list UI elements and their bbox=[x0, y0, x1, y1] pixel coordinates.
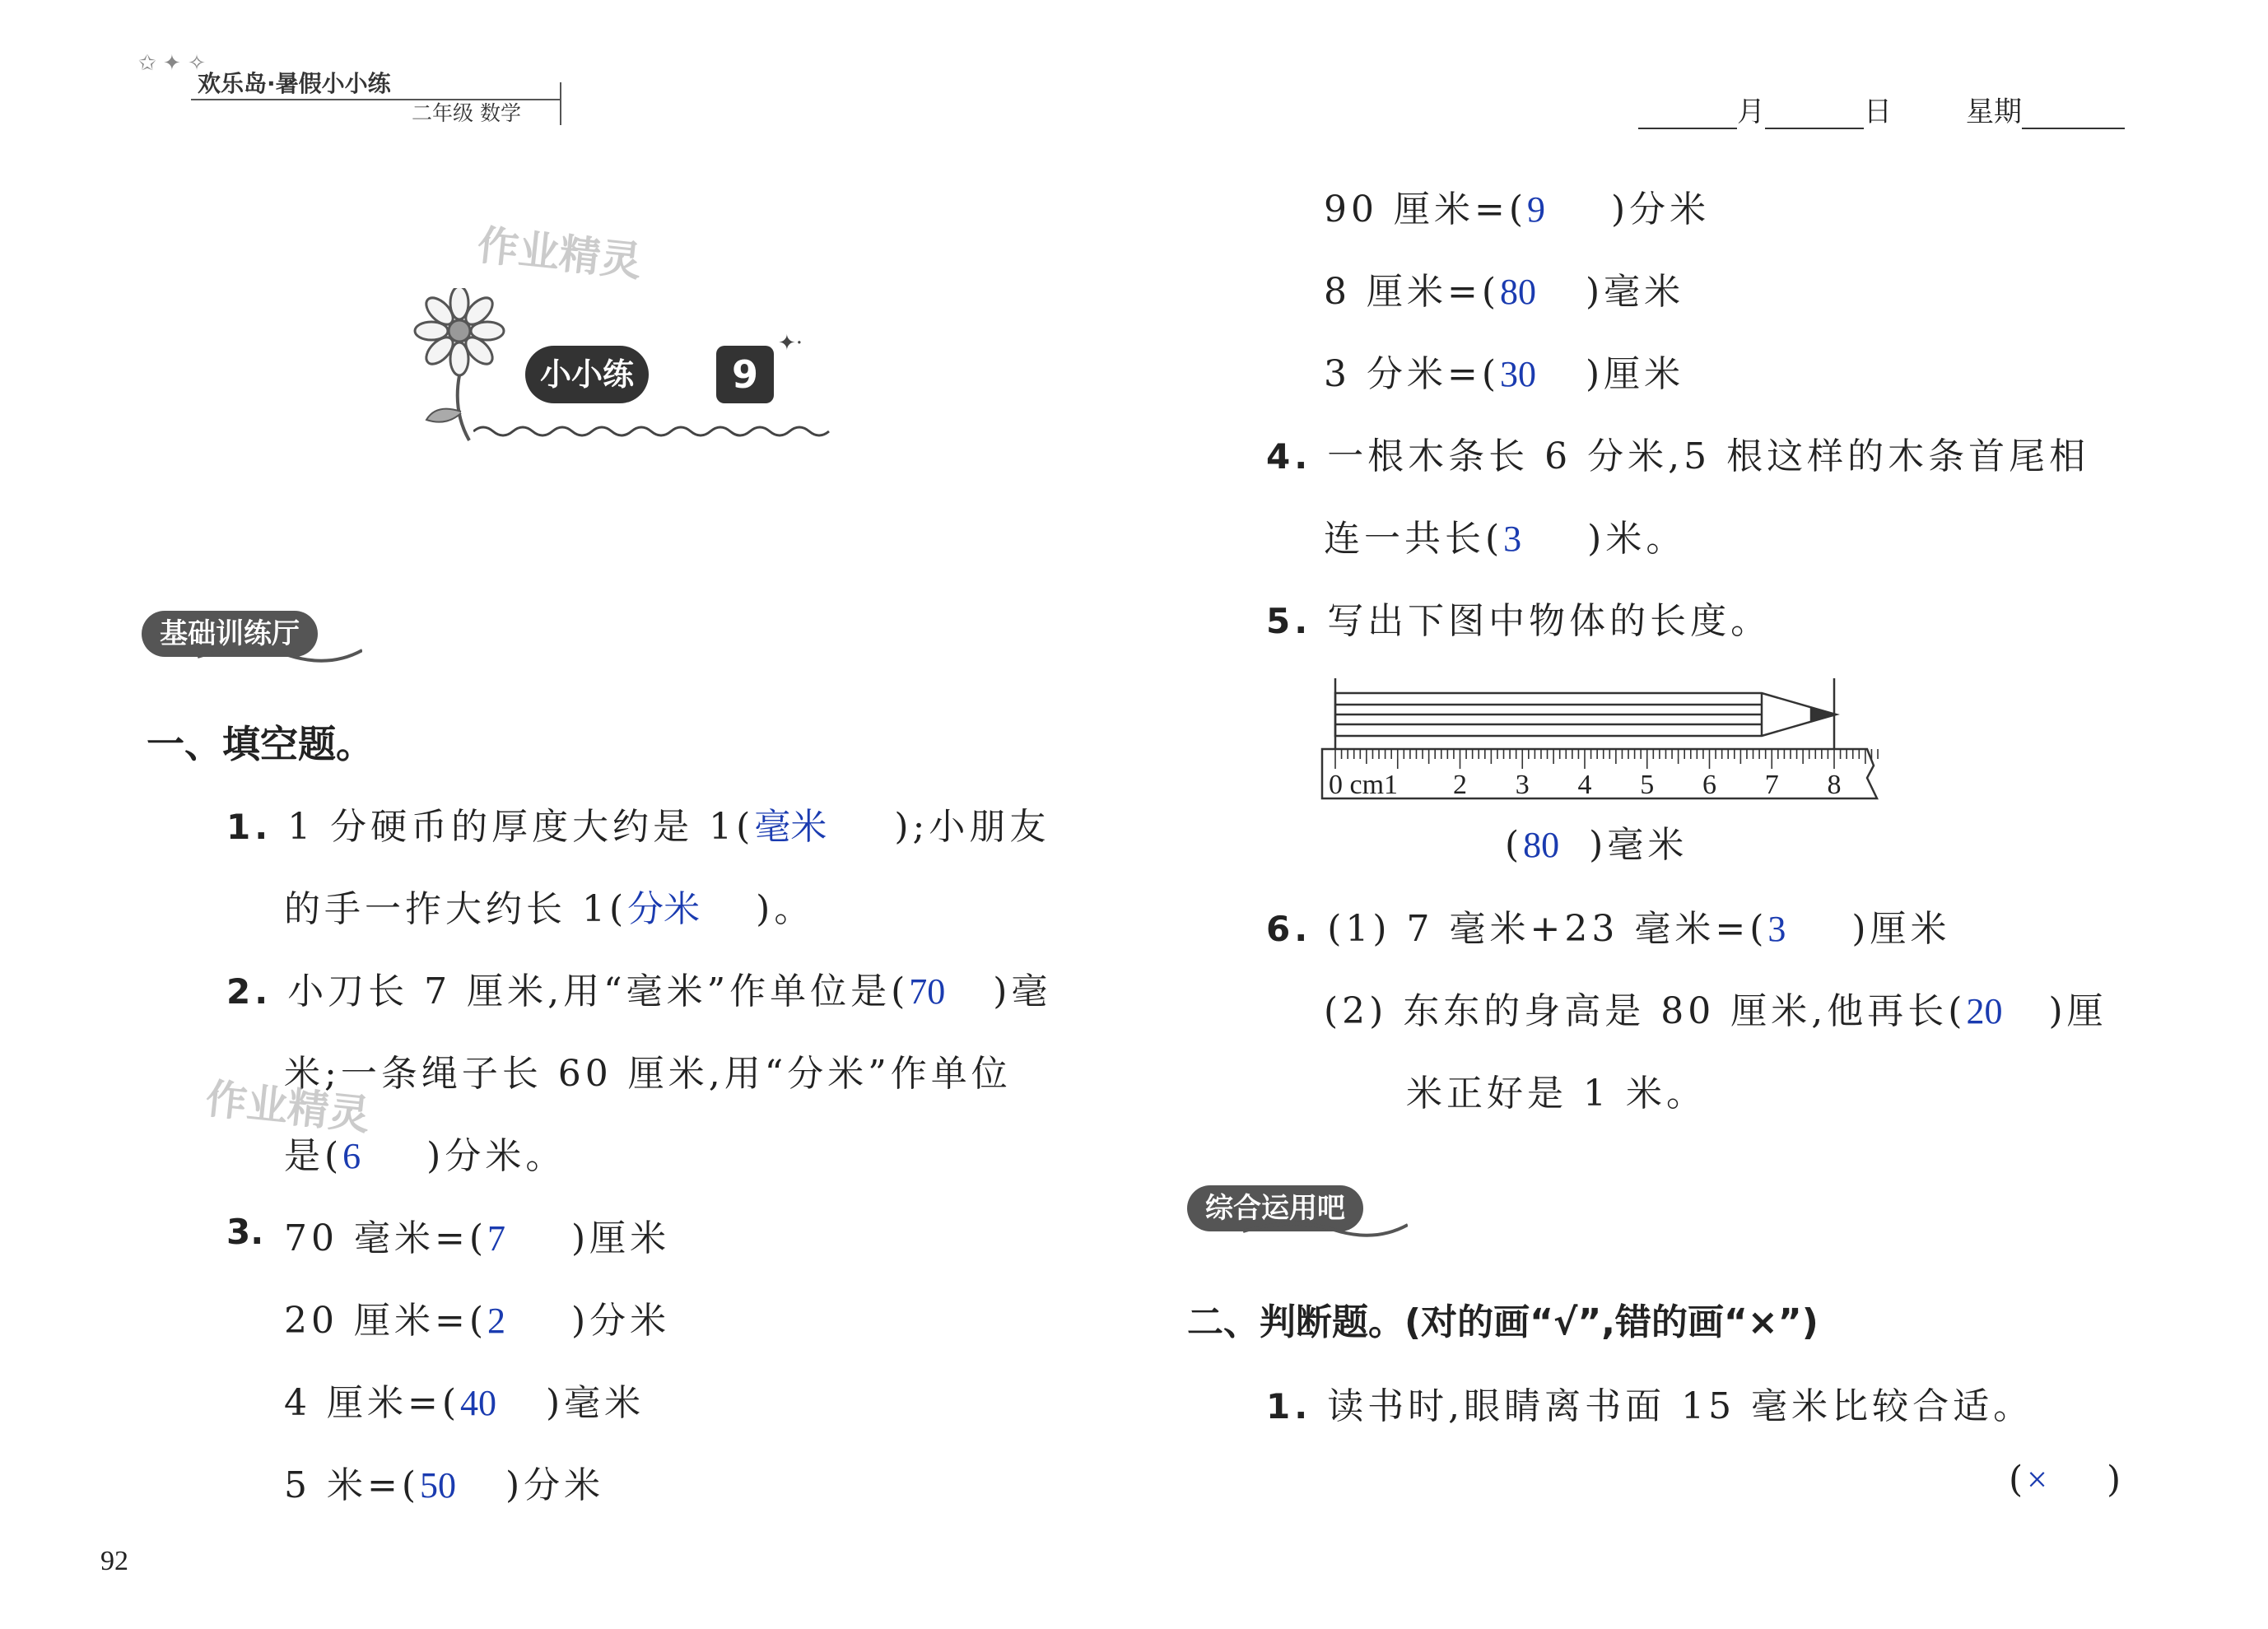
q3-item-6: 8 厘米=(80 )毫米 bbox=[1324, 271, 1685, 313]
q3-item-2: 20 厘米=(2 )分米 bbox=[284, 1300, 671, 1342]
header-series: 欢乐岛·暑假小小练 bbox=[198, 70, 391, 97]
date-weekday: 星期 bbox=[1966, 95, 2022, 128]
title-badge bbox=[525, 346, 649, 403]
banner-swoosh-2 bbox=[1243, 1217, 1408, 1241]
ruler bbox=[1322, 749, 1877, 798]
title-number: 9 bbox=[716, 346, 774, 403]
date-line bbox=[1638, 89, 2125, 129]
q1-line-b: 的手一拃大约长 1(分米 )。 bbox=[284, 888, 815, 930]
q3-number: 3. bbox=[226, 1212, 264, 1252]
section-banner-basic: 基础训练厅 bbox=[142, 611, 318, 657]
q4-line-a: 4. 一根木条长 6 分米,5 根这样的木条首尾相 bbox=[1266, 435, 2090, 477]
ruler-label: 7 bbox=[1764, 770, 1779, 800]
j1-number: 1. bbox=[1266, 1386, 1312, 1427]
ruler-label: 8 bbox=[1827, 770, 1842, 800]
header-grade: 二年级 数学 bbox=[412, 101, 521, 125]
q3-item-1: 70 毫米=(7 )厘米 bbox=[284, 1217, 671, 1259]
q3-item-7: 3 分米=(30 )厘米 bbox=[1324, 353, 1685, 395]
q4-number: 4. bbox=[1266, 436, 1312, 477]
q2-line-b: 米;一条绳子长 60 厘米,用“分米”作单位 bbox=[284, 1053, 1012, 1095]
q5-line: 5. 写出下图中物体的长度。 bbox=[1266, 600, 1772, 642]
q1-answer-a: 毫米 bbox=[754, 807, 827, 847]
q3-item-3: 4 厘米=(40 )毫米 bbox=[284, 1382, 645, 1424]
q6-number: 6. bbox=[1266, 909, 1312, 949]
q5-number: 5. bbox=[1266, 601, 1312, 641]
ruler-label: 0 cm1 bbox=[1329, 770, 1399, 800]
q2-line-c: 是(6 )分米。 bbox=[284, 1135, 566, 1177]
ruler-label: 2 bbox=[1453, 770, 1467, 800]
ruler-label: 4 bbox=[1577, 770, 1592, 800]
section-title-judge: 二、判断题。(对的画“√”,错的画“×”) bbox=[1187, 1301, 1819, 1343]
title-underline-wave bbox=[473, 421, 836, 441]
page-number: 92 bbox=[100, 1546, 128, 1576]
section-banner-apply: 综合运用吧 bbox=[1187, 1185, 1363, 1231]
title-watermark: 作业精灵 bbox=[475, 221, 645, 286]
ruler-label: 5 bbox=[1640, 770, 1655, 800]
q3-item-5: 90 厘米=(9 )分米 bbox=[1324, 188, 1711, 230]
q5-answer-line: (80 )毫米 bbox=[1505, 824, 1688, 866]
j1-answer-line: (× ) bbox=[2009, 1459, 2126, 1501]
header-stars-icon: ✩ ✦ ✧ bbox=[138, 51, 206, 76]
q6-answer-b: 20 bbox=[1966, 991, 2003, 1031]
pencil-ruler-figure bbox=[1317, 675, 1885, 807]
date-day: 日 bbox=[1864, 95, 1892, 128]
title-label: 小小练 bbox=[540, 356, 635, 393]
header-divider bbox=[560, 82, 561, 125]
q1-number: 1. bbox=[226, 807, 272, 847]
q6-line-b: (2) 东东的身高是 80 厘米,他再长(20 )厘 bbox=[1324, 990, 2107, 1032]
q4-answer: 3 bbox=[1503, 519, 1522, 559]
q6-answer-a: 3 bbox=[1767, 909, 1786, 949]
banner-swoosh bbox=[198, 642, 362, 667]
q1-answer-b: 分米 bbox=[627, 889, 701, 929]
date-month: 月 bbox=[1737, 95, 1765, 128]
q6-line-a: 6. (1) 7 毫米+23 毫米=(3 )厘米 bbox=[1266, 908, 1951, 950]
watermark-2: 作业精灵 bbox=[203, 1074, 373, 1140]
q6-line-c: 米正好是 1 米。 bbox=[1406, 1073, 1707, 1115]
q1-line-a: 1. 1 分硬币的厚度大约是 1(毫米 );小朋友 bbox=[226, 806, 1050, 848]
section-title-fill: 一、填空题。 bbox=[147, 722, 374, 766]
ruler-label: 6 bbox=[1702, 770, 1716, 800]
q2-answer-a: 70 bbox=[909, 971, 946, 1012]
q5-answer: 80 bbox=[1523, 825, 1560, 865]
j1-line: 1. 读书时,眼睛离书面 15 毫米比较合适。 bbox=[1266, 1385, 2034, 1427]
q2-number: 2. bbox=[226, 971, 272, 1012]
q3-item-4: 5 米=(50 )分米 bbox=[284, 1464, 605, 1506]
q2-answer-c: 6 bbox=[342, 1136, 361, 1176]
q4-line-b: 连一共长(3 )米。 bbox=[1324, 518, 1687, 560]
q2-line-a: 2. 小刀长 7 厘米,用“毫米”作单位是(70 )毫 bbox=[226, 970, 1052, 1012]
ruler-label: 3 bbox=[1515, 770, 1530, 800]
pencil-icon bbox=[1335, 693, 1836, 736]
j1-answer: × bbox=[2027, 1459, 2047, 1500]
sparkle-icon: ✦· bbox=[778, 331, 803, 356]
